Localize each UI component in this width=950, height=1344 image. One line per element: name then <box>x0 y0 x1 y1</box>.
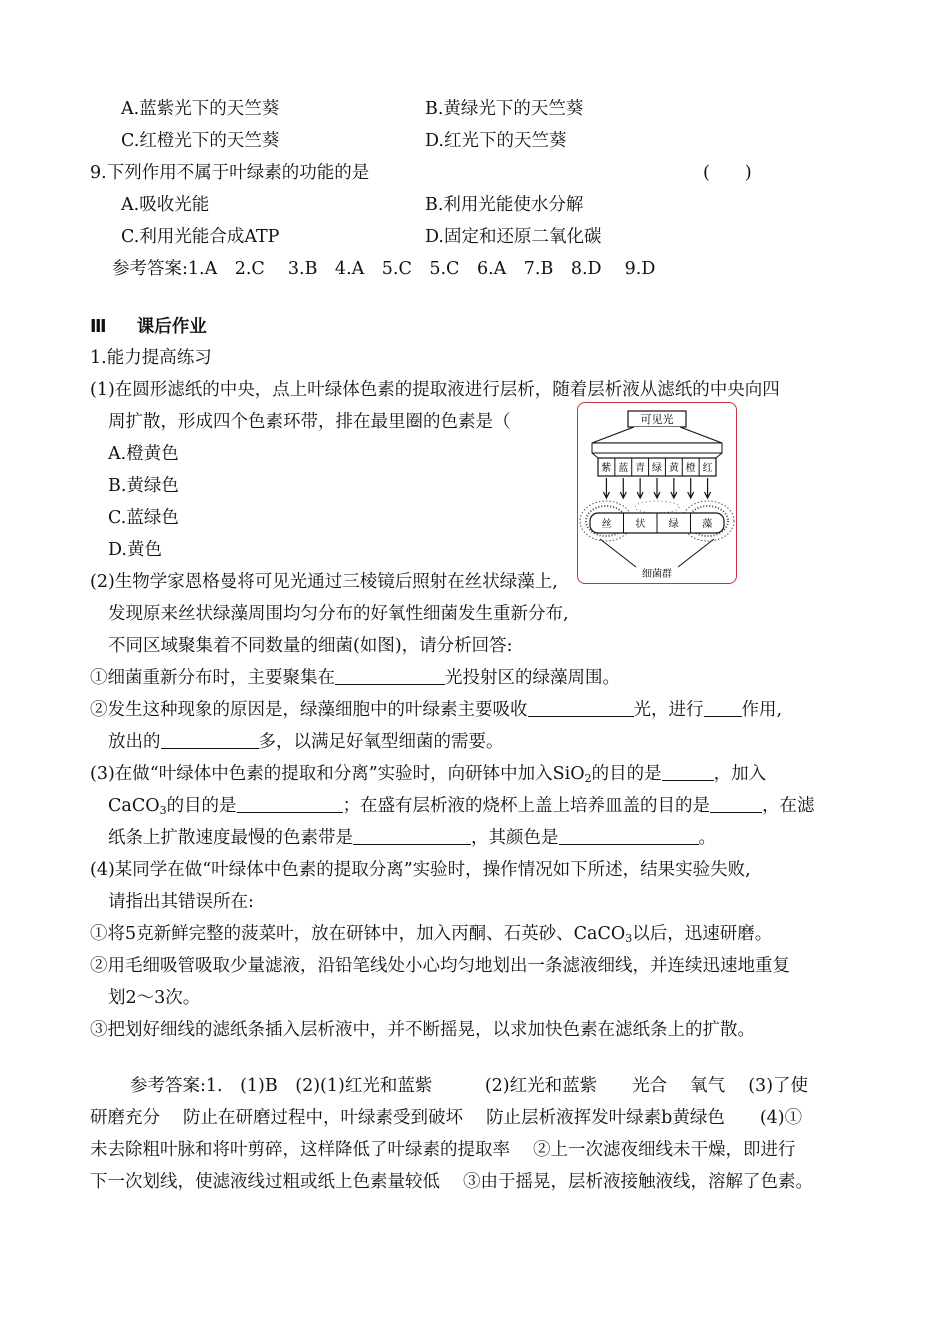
p3-blank-1[interactable] <box>662 762 714 781</box>
p3-line1-mid: 的目的是 <box>591 764 662 784</box>
q8-option-c: C.红橙光下的天竺葵 <box>121 131 280 151</box>
light-arrows <box>603 478 710 498</box>
answer-key-2-line2: 研磨充分 防止在研磨过程中，叶绿素受到破坏 防止层析液挥发叶绿素b黄绿色 (4)① <box>90 1108 803 1128</box>
q9-option-d: D.固定和还原二氧化碳 <box>425 227 602 247</box>
p1-option-b: B.黄绿色 <box>108 476 179 496</box>
light-bar <box>592 443 722 453</box>
p3-blank-5[interactable] <box>559 826 699 845</box>
spectrum-color-label: 青 <box>635 463 646 474</box>
p2-blank-2[interactable] <box>528 698 634 717</box>
q9-option-b: B.利用光能使水分解 <box>425 195 584 215</box>
p1-line1: (1)在圆形滤纸的中央，点上叶绿体色素的提取液进行层析，随着层析液从滤纸的中央向四 <box>90 380 780 400</box>
section-heading <box>90 315 207 339</box>
p2-sub1-text-end: 光投射区的绿藻周围。 <box>445 668 620 688</box>
p3-line3 <box>108 826 716 850</box>
p4-step3: ③把划好细线的滤纸条插入层析液中，并不断摇晃，以求加快色素在滤纸条上的扩散。 <box>90 1020 755 1040</box>
p3-line2-text: CaCO <box>108 796 160 816</box>
p4-line2: 请指出其错误所在: <box>108 892 254 912</box>
p2-line3: 不同区域聚集着不同数量的细菌(如图)，请分析回答: <box>108 636 513 656</box>
p2-blank-3[interactable] <box>704 698 742 717</box>
alga-cell-label: 丝 <box>601 519 612 530</box>
p2-sub2-text-mid: 光，进行 <box>633 700 704 720</box>
p3-line3-end: 。 <box>698 828 716 848</box>
spectrum-color-label: 绿 <box>652 463 662 474</box>
p2-sub2 <box>90 698 782 722</box>
section-title: 课后作业 <box>136 317 207 337</box>
light-arrow <box>637 478 643 498</box>
light-arrow <box>688 478 694 498</box>
p3-blank-4[interactable] <box>353 826 471 845</box>
p1-option-c: C.蓝绿色 <box>108 508 179 528</box>
p2-sub2-text: ②发生这种现象的原因是，绿藻细胞中的叶绿素主要吸收 <box>90 700 528 720</box>
p3-blank-2[interactable] <box>237 794 343 813</box>
p4-step1-end: 以后，迅速研磨。 <box>632 924 773 944</box>
alga-cell-label: 藻 <box>702 519 713 530</box>
p4-step1-text: ①将5克新鲜完整的菠菜叶，放在研钵中，加入丙酮、石英砂、CaCO <box>90 924 626 944</box>
light-arrow <box>603 478 609 498</box>
spectrum-color-label: 红 <box>702 463 713 474</box>
p2-line1: (2)生物学家恩格曼将可见光通过三棱镜后照射在丝状绿藻上, <box>90 572 558 592</box>
answer-key-2-line3: 未去除粗叶脉和将叶剪碎，这样降低了叶绿素的提取率 ②上一次滤夜细线未干燥，即进行 <box>90 1140 796 1160</box>
p2-sub2-cont <box>108 730 504 754</box>
q9-answer-paren: ( ) <box>703 163 752 183</box>
p3-sio2-sub: 2 <box>584 772 592 785</box>
p3-line1-end: ，加入 <box>713 764 767 784</box>
q9-stem: 9.下列作用不属于叶绿素的功能的是 <box>90 163 370 183</box>
p3-line2-mid2: ；在盛有层析液的烧杯上盖上培养皿盖的目的是 <box>342 796 711 816</box>
answer-key-2-line1: 参考答案:1. (1)B (2)(1)红光和蓝紫 (2)红光和蓝紫 光合 氧气 (3)了使 <box>130 1076 809 1096</box>
bacteria-label: 细菌群 <box>642 569 672 580</box>
figure-svg <box>578 403 736 583</box>
spectrum-color-label: 黄 <box>668 463 679 474</box>
section-number: Ⅲ <box>90 317 107 337</box>
p1-option-d: D.黄色 <box>108 540 162 560</box>
prism-funnel <box>592 427 722 443</box>
alga-cell-label: 状 <box>635 519 646 530</box>
p2-sub2-cont-text: 放出的 <box>108 732 161 752</box>
p3-caco3-sub: 3 <box>159 804 167 817</box>
p4-line1: (4)某同学在做“叶绿体中色素的提取分离”实验时，操作情况如下所述，结果实验失败, <box>90 860 751 880</box>
p2-sub2-cont-end: 多，以满足好氧型细菌的需要。 <box>258 732 504 752</box>
p2-sub2-text-end: 作用, <box>741 700 783 720</box>
answer-key-2-line4: 下一次划线，使滤液线过粗或纸上色素量较低 ③由于摇晃，层析液接触液线，溶解了色素。 <box>90 1172 814 1192</box>
p2-blank-4[interactable] <box>161 730 259 749</box>
p4-step2: ②用毛细吸管吸取少量滤液，沿铅笔线处小心均匀地划出一条滤液细线，并连续迅速地重复 <box>90 956 790 976</box>
p1-option-a: A.橙黄色 <box>108 444 179 464</box>
p1-line2: 周扩散，形成四个色素环带，排在最里圈的色素是（ <box>108 412 511 432</box>
answer-key-1: 参考答案:1.A 2.C 3.B 4.A 5.C 5.C 6.A 7.B 8.D 9.D <box>112 259 656 279</box>
q9-option-c: C.利用光能合成ATP <box>121 227 280 247</box>
item1-title: 1.能力提高练习 <box>90 348 212 368</box>
q9-option-a: A.吸收光能 <box>121 195 210 215</box>
p2-sub1 <box>90 666 620 690</box>
p3-line2-end: ，在滤 <box>762 796 815 816</box>
spectrum-color-label: 橙 <box>685 463 696 474</box>
p4-step2-cont: 划2～3次。 <box>108 988 201 1008</box>
p3-line1-text: (3)在做“叶绿体中色素的提取和分离”实验时，向研钵中加入SiO <box>90 764 585 784</box>
p3-line3-text: 纸条上扩散速度最慢的色素带是 <box>108 828 353 848</box>
spectrum-color-label: 蓝 <box>618 463 629 474</box>
q8-option-a: A.蓝紫光下的天竺葵 <box>121 99 280 119</box>
engelmann-figure <box>577 402 737 584</box>
light-arrow <box>620 478 626 498</box>
p4-caco3-sub: 3 <box>625 932 633 945</box>
p3-blank-3[interactable] <box>710 794 762 813</box>
p2-blank-1[interactable] <box>335 666 445 685</box>
light-arrow <box>654 478 660 498</box>
light-arrow <box>705 478 711 498</box>
visible-light-label: 可见光 <box>640 413 674 426</box>
p2-line2: 发现原来丝状绿藻周围均匀分布的好氧性细菌发生重新分布, <box>108 604 569 624</box>
spectrum-color-label: 紫 <box>601 463 612 474</box>
p2-sub1-text: ①细菌重新分布时，主要聚集在 <box>90 668 335 688</box>
p3-line2-mid: 的目的是 <box>166 796 237 816</box>
q8-option-d: D.红光下的天竺葵 <box>425 131 567 151</box>
q8-option-b: B.黄绿光下的天竺葵 <box>425 99 584 119</box>
p4-step1 <box>90 922 772 951</box>
p3-line2 <box>108 794 815 823</box>
p3-line1 <box>90 762 766 791</box>
light-arrow <box>671 478 677 498</box>
p3-line3-mid: ，其颜色是 <box>471 828 559 848</box>
alga-cell-label: 绿 <box>668 519 679 530</box>
